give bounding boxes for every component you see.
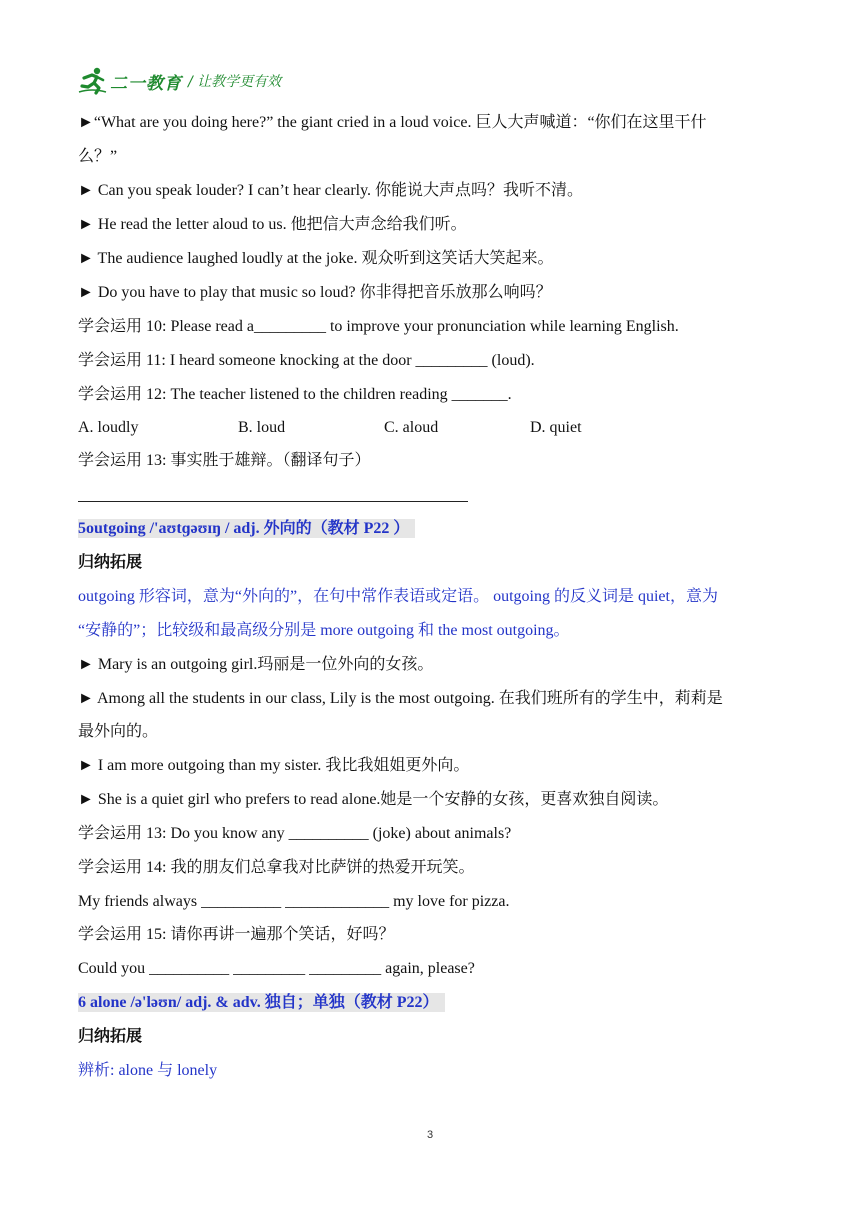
example-line: ► She is a quiet girl who prefers to read alone.她是一个安静的女孩，更喜欢独自阅读。 <box>78 791 669 808</box>
section-heading-text: 6 alone /ə'ləʊn/ adj. & adv. 独自；单独（教材 P22） <box>78 993 445 1012</box>
running-figure-icon <box>78 66 108 96</box>
exercise-12: 学会运用 12: The teacher listened to the children reading _______. <box>78 386 512 403</box>
page-number: 3 <box>426 1129 434 1141</box>
slogan: / 让教学更有效 <box>188 74 282 90</box>
option-a: A. loudly <box>78 419 139 436</box>
subheading: 归纳拓展 <box>78 554 143 571</box>
exercise-13: 学会运用 13: 事实胜于雄辩。（翻译句子） <box>78 452 371 469</box>
example-line: ► He read the letter aloud to us. 他把信大声念给我们听。 <box>78 216 467 233</box>
example-line: ►“What are you doing here?” the giant cried in a loud voice. 巨人大声喊道：“你们在这里干什 <box>78 114 707 131</box>
exercise-15-answer: Could you __________ _________ _________ again, please? <box>78 960 475 977</box>
section-heading-alone <box>78 992 445 1014</box>
explanation-line: 辨析: alone 与 lonely <box>78 1062 218 1079</box>
option-c: C. aloud <box>384 419 439 436</box>
answer-line <box>78 501 468 502</box>
exercise-11: 学会运用 11: I heard someone knocking at the door _________ (loud). <box>78 352 535 369</box>
example-line: ► Among all the students in our class, Lily is the most outgoing. 在我们班所有的学生中，莉莉是 <box>78 690 723 707</box>
example-line: 么？” <box>78 148 118 165</box>
section-heading-outgoing <box>78 518 415 540</box>
explanation-line: “安静的”；比较级和最高级分别是 more outgoing 和 the most outgoing。 <box>78 622 570 639</box>
example-line: ► The audience laughed loudly at the joke. 观众听到这笑话大笑起来。 <box>78 250 554 267</box>
option-b: B. loud <box>238 419 286 436</box>
explanation-line: outgoing 形容词，意为“外向的”，在句中常作表语或定语。 outgoing 的反义词是 quiet，意为 <box>78 588 718 605</box>
exercise-14-answer: My friends always __________ _____________ my love for pizza. <box>78 893 510 910</box>
logo-text: 二一教育 <box>110 73 182 94</box>
example-line: ► I am more outgoing than my sister. 我比我姐姐更外向。 <box>78 757 470 774</box>
example-line: 最外向的。 <box>78 723 159 740</box>
exercise-15: 学会运用 15: 请你再讲一遍那个笑话，好吗？ <box>78 926 395 943</box>
example-line: ► Mary is an outgoing girl.玛丽是一位外向的女孩。 <box>78 656 434 673</box>
exercise-10: 学会运用 10: Please read a_________ to improve your pronunciation while learning English. <box>78 318 679 335</box>
section-heading-text: 5outgoing /'aʊtɡəʊɪŋ / adj. 外向的（教材 P22 ） <box>78 519 415 538</box>
logo <box>78 66 182 96</box>
option-d: D. quiet <box>530 419 582 436</box>
subheading: 归纳拓展 <box>78 1028 143 1045</box>
exercise-13b: 学会运用 13: Do you know any __________ (joke) about animals? <box>78 825 512 842</box>
example-line: ► Do you have to play that music so loud? 你非得把音乐放那么响吗？ <box>78 284 552 301</box>
exercise-14: 学会运用 14: 我的朋友们总拿我对比萨饼的热爱开玩笑。 <box>78 859 475 876</box>
exercise-12-options <box>78 417 582 439</box>
header <box>78 64 281 98</box>
example-line: ► Can you speak louder? I can’t hear clearly. 你能说大声点吗？我听不清。 <box>78 182 584 199</box>
